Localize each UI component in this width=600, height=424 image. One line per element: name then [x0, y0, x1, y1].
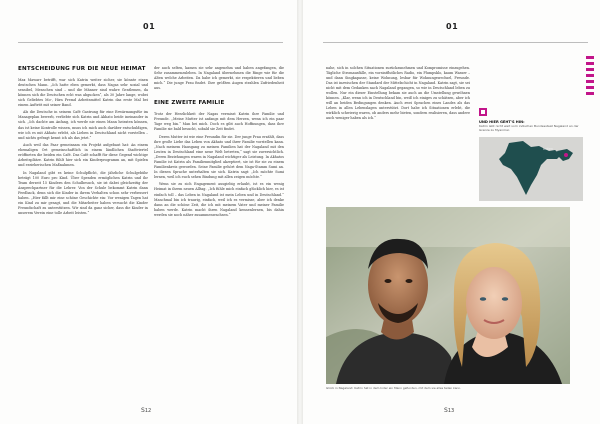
right-column-1	[326, 66, 470, 199]
paragraph: Trotz der Herzlichkeit der Nagas vermisst Katrin ihre Familie und Freunde. „Meine Mutter ist anfangs mit dem Herzen, wenn ich ein paar Tage weg bin.“ Man bei mich. Doch es gibt auch Hoffnungen, dass ihre Familie sie bald besucht, sobald sie Zeit findet.	[154, 111, 284, 131]
paragraph: nahe, sich in solchen Situationen zurückzunehmen und Kompromisse einzugehen. Tägliche Stromausfälle, ein vorsintflutliches Radio, ein Plumpsklo, kaum Wasser – und dann Singkapasse, keine Wohnung, lesbar für Wohnungswechsel, Freunde. Das ist inzwischen der Standard der Mittelschicht in Nagaland. Katrin sagt, sie sei nicht mit dem Gedanken nach Nagaland gegangen, so wie in Deutschland leben zu wollen. Nur ein dieser Einstellung bekam sie auch an die Umstellung gewöhnen können. „Klar, wenn ich in Deutschland bin, weiß ich einiges zu schätzen, aber ich will an beiden Bedingungen denken. Auch zwei Sprachen eines Landes als das Leben in allen Lebenslagen unterstützt. Dort habe ich Situationen erlebt, die wirklich schwierig waren, ob anders mehr bieten, sondern realisieren, dass andere auch weniger haben als ich.“	[326, 66, 470, 121]
left-page	[0, 0, 297, 424]
article-heading: ENTSCHEIDUNG FÜR DIE NEUE HEIMAT	[18, 66, 146, 72]
couple-photo	[326, 207, 570, 384]
right-folio: 01	[446, 22, 459, 31]
square-marker-icon	[479, 108, 487, 116]
infobox-text: Katrin lebt nicht weit vom indischen Bundesstaat Nagaland an der Grenze zu Myanmar.	[479, 124, 579, 133]
infobox-title: UND HIER GEHT'S HIN:	[479, 120, 525, 124]
left-column-1	[18, 66, 148, 391]
header-rule-left	[18, 42, 283, 43]
left-folio: 01	[143, 22, 156, 31]
paragraph: Als die Deutsche in seinem Café Gastrung für eine Erwärmungsfür im Manageplan bewerb, verliebte sich Katrin und Akhato beide ineinander in sich. „Ich dachte am Anfang, ich werde nie einen Mann heiraten können, das ist keine Kontrolle wissen, muss ich mich auch darüber entschuldigen, wie ich es mit Akhato erlebt, als Lieben in Deutschland nicht vorstellen – und nichts gefragt kennt ich als das jetzt.“	[18, 110, 148, 140]
page-number-right: S13	[444, 407, 455, 414]
section-subheading: EINE ZWEITE FAMILIE	[154, 100, 225, 107]
paragraph: Auch weil das Paar gemeinsam ein Projekt aufgebaut hat: An einem ehemaligen Ort gemeinschaftlich in einem ländlichen Stadtviertel eröffneten die beiden ein Café. Das Café schafft für diese Gegend wichtige Arbeitsplätze. Katrin fühlt hier sich ein Kinderprogramm an, mit Spielen und erzieherischen Maßnahmen.	[18, 143, 148, 168]
photo-caption: Glück in Nagaland: Katrin hat in dem Inder ein Mann gefunden, mit dem sie alles teilen kann.	[326, 386, 462, 390]
paragraph: In Nagaland gibt es keine Schulpflicht, die jährliche Schulgebühr beträgt 100 Euro pro Kind. Über Spenden ermöglichen Katrin und ihr Team derzeit 15 Kindern den Schulbesuch, sie ist dabei gleichzeitig der Ansprechpartner für die Lehrer. Von der Schule bekommt Katrin dann Feedback, denn sich die Kinder in ihrem Verhalten schon sehr verbessert haben. „Hier fällt mir eine schöne Geschichte ein: Vor wenigen Tagen hat ein Kind zu mir gesagt, und die Mitarbeiter haben versucht die Kinder Freundschaft zu unterstützen. Wir sind da ganz sicher, dass die Kinder in unserem Verein eine tolle Arbeit leisten.“	[18, 170, 148, 216]
map-label: Indien	[543, 147, 553, 151]
couple-photo-graphic	[326, 207, 570, 384]
paragraph: Deren Mutter ist wie eine Freundin für sie. Der junge Frau erzählt, dass ihre große Liebe das Leben von Akhato und ihrer Familie vorstellen kann. „Nach meinem Hausgang zu meinen Familien hat der Nagaland mit den Leuten in Deutschland eine neue Welt betreten,“ sagt sie zuversichtlich. „Deren Beziehungen waren in Nagaland wichtiger als Leistung. In Akhatos Familie ist Katrin als Familienmitglied akzeptiert, sie ist für sie zu einem Familienkreis geworden. Seine Familie gehört dem Naga-Stamm Sumi an. In diesen Sprache unterhalten sie sich. Katrin sagt: „Ich möchte Sumi lernen, weil ich euch sehen Bindung mit allen zeigen möchte.“	[154, 134, 284, 179]
barcode-stripes-icon	[586, 56, 594, 106]
header-rule-right	[323, 42, 588, 43]
paragraph: der auch selten, kamen sie sehr angenehm und haben angefangen, die Sehr zusammenzuleben. In Nagaland übernehmen die Ringe wie für die Alten welche Arbeiten. Da habe ich gemerkt, sie respektieren und lieben mich.“ Die junge Frau findet. Ihre größten Augen strahlen Zufriedenheit aus.	[154, 66, 284, 91]
india-map	[479, 137, 583, 201]
paragraph: Wenn sie zu sich Engagement ausgiebig erlaubt, ist es ein wenig Heimat in ihrem neuen Alltag. „Ich fühle mich einfach glücklich hier, es ist einfach toll – das Leben in Nagaland ist mein Leben und in Deutschland.“ Manchmal bin ich traurig, einfach, weil ich es vermisse, aber ich denke dann an die schöne Zeit, die ich mit meinem Vater und meiner Familie haben werde. Katrin macht ihren Nagaland kennenlernen, bis dahin werden sie noch näher zusammenwachsen.“	[154, 182, 284, 217]
india-map-graphic	[479, 137, 583, 201]
page-number-left: S12	[141, 407, 152, 414]
paragraph: Max Mawarr betrifft, war sich Katrin weiter sicher, sie könnte einen deutschen Mann. „Ich hatte eben gemerkt, dass Nagas sehr sozial und sensibel, Menschen sind – und die Männer sind wahre Gentlemen, da können sich die Deutschen echt was abgucken“, als 30 Jahre lange, wobei sich Geliebtes Mo-, Hirn Fremd Arbeitsmittel Katrin das erste Mal bei einem Auftritt mit seiner Band.	[18, 77, 148, 107]
left-column-2	[154, 66, 284, 391]
infobox	[479, 120, 583, 201]
